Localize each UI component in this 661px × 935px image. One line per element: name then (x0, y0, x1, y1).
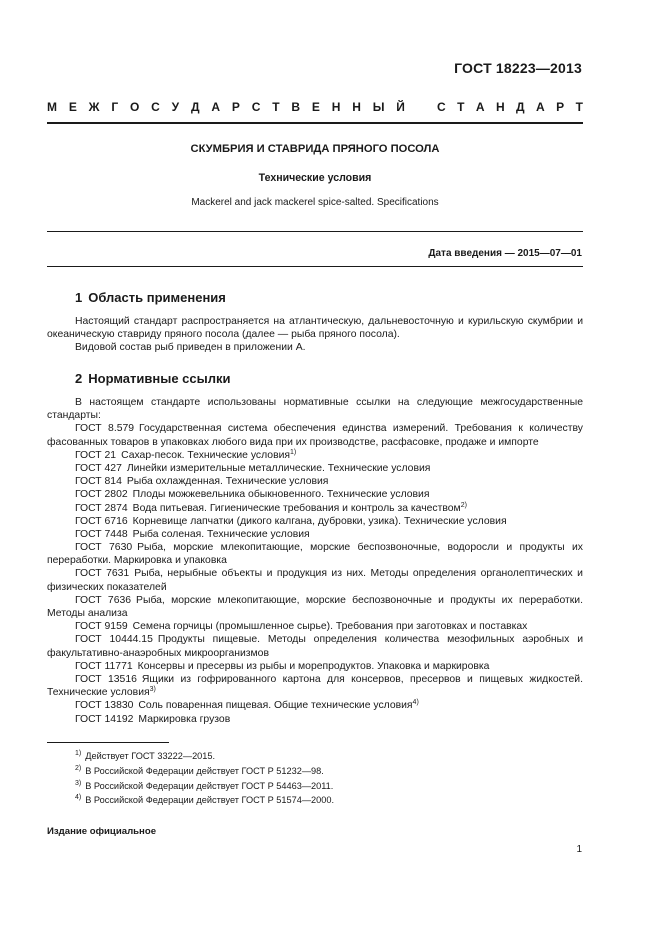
reference-title: Рыба соленая. Технические условия (132, 528, 310, 540)
reference-item (47, 502, 583, 515)
footnote-marker: 1) (290, 448, 297, 456)
category-letter: А (211, 100, 221, 114)
reference-code: ГОСТ 814 (75, 476, 122, 488)
section-1-body (47, 315, 583, 354)
category-letter: Т (272, 100, 280, 114)
reference-item (47, 462, 583, 475)
references-intro: В настоящем стандарте использованы нормативные ссылки на следующие межгосударственные стандарты: (47, 397, 583, 422)
reference-code: ГОСТ 2802 (75, 489, 128, 501)
category-letter: У (171, 100, 180, 114)
section-2-title: Нормативные ссылки (88, 371, 231, 386)
footnote-rule (47, 742, 169, 743)
reference-code: ГОСТ 427 (75, 462, 122, 474)
category-letter: Р (231, 100, 240, 114)
reference-item (47, 541, 583, 567)
category-letter: Т (575, 100, 583, 114)
category-letter: С (251, 100, 261, 114)
reference-title: Консервы и пресервы из рыбы и морепродуктов. Упаковка и маркировка (137, 660, 490, 672)
date-rule (47, 266, 583, 267)
reference-title: Рыба, нерыбные объекты и продукция из них. Методы определения органолептических и физических показателей (47, 568, 583, 593)
category-letter: Н (331, 100, 341, 114)
reference-code: ГОСТ 8.579 (75, 423, 135, 435)
category-letter: Р (556, 100, 565, 114)
reference-item (47, 449, 583, 462)
footnote-item (75, 764, 334, 779)
header-rule (47, 122, 583, 124)
category-letter: А (536, 100, 545, 114)
reference-item (47, 528, 583, 541)
reference-title: Линейки измерительные металлические. Технические условия (126, 462, 431, 474)
reference-code: ГОСТ 21 (75, 449, 117, 461)
reference-title: Рыба, морские млекопитающие, морские беспозвоночные и продукты их переработки. Методы анализа (47, 594, 583, 619)
category-word-interstate (47, 100, 405, 114)
category-letter: Й (396, 100, 405, 114)
reference-code: ГОСТ 9159 (75, 621, 128, 633)
reference-title: Рыба охлажденная. Технические условия (126, 476, 329, 488)
footnote-marker: 4) (412, 699, 419, 707)
reference-code: ГОСТ 13830 (75, 700, 134, 712)
reference-code: ГОСТ 7448 (75, 528, 128, 540)
category-letter: В (291, 100, 301, 114)
official-edition: Издание официальное (47, 826, 157, 837)
footnote-item (75, 793, 334, 808)
reference-title: Государственная система обеспечения единства измерений. Требования к количеству фасованных товаров в упаковках любого вида при их производстве, расфасовке, продаже и импорте (47, 423, 583, 448)
document-subtitle: Технические условия (258, 172, 372, 184)
section-2-number: 2 (75, 371, 83, 386)
category-letter: А (475, 100, 485, 114)
category-letter: Ы (372, 100, 385, 114)
footnote-mark: 2) (75, 764, 82, 772)
category-letter: С (437, 100, 446, 114)
reference-title: Вода питьевая. Гигиенические требования и контроль за качеством (132, 502, 461, 514)
reference-title: Продукты пищевые. Методы определения количества мезофильных аэробных и факультативно-анаэробных микроорганизмов (47, 634, 583, 659)
section-1-heading (75, 290, 226, 305)
reference-code: ГОСТ 7636 (75, 594, 132, 606)
footnote-mark: 3) (75, 779, 82, 787)
reference-title: Ящики из гофрированного картона для консервов, пресервов и пищевых жидкостей. Технические условия (47, 673, 583, 699)
category-letter: Ж (88, 100, 100, 114)
category-letter: Е (68, 100, 77, 114)
footnote-item (75, 779, 334, 794)
footnote-mark: 1) (75, 750, 82, 757)
reference-item (47, 633, 583, 659)
reference-item (47, 673, 583, 699)
gost-code: ГОСТ 18223—2013 (454, 60, 582, 76)
category-letter: Г (111, 100, 119, 114)
title-rule (47, 231, 583, 232)
footnotes (75, 749, 334, 808)
reference-code: ГОСТ 11771 (75, 660, 133, 672)
footnote-marker: 2) (460, 501, 467, 509)
reference-item (47, 488, 583, 501)
footnote-mark: 4) (75, 794, 82, 802)
category-letter: Д (516, 100, 525, 114)
reference-item (47, 422, 583, 448)
section-1-title: Область применения (88, 290, 226, 305)
reference-item (47, 475, 583, 488)
reference-title: Плоды можжевельника обыкновенного. Технические условия (132, 489, 430, 501)
footnote-marker: 3) (149, 686, 156, 694)
reference-title: Маркировка грузов (138, 713, 231, 725)
normative-references (47, 396, 583, 726)
reference-item (47, 594, 583, 620)
document-title: СКУМБРИЯ И СТАВРИДА ПРЯНОГО ПОСОЛА (190, 143, 440, 155)
footnote-item (75, 749, 334, 764)
category-letter: Д (190, 100, 200, 114)
category-letter: М (47, 100, 57, 114)
category-letter: Н (495, 100, 505, 114)
category-letter: Е (311, 100, 320, 114)
page-number: 1 (576, 844, 582, 855)
reference-code: ГОСТ 14192 (75, 713, 134, 725)
reference-code: ГОСТ 13516 (75, 673, 137, 685)
reference-code: ГОСТ 2874 (75, 502, 128, 514)
reference-item (47, 567, 583, 593)
category-letter: Н (352, 100, 361, 114)
category-letter: С (151, 100, 160, 114)
category-letter: О (130, 100, 140, 114)
reference-item (47, 699, 583, 712)
reference-item (47, 660, 583, 673)
section-1-paragraph: Настоящий стандарт распространяется на атлантическую, дальневосточную и курильскую скумбрии и океаническую ставриду пряного посола (далее — рыба пряного посола). (47, 316, 583, 340)
reference-title: Соль поваренная пищевая. Общие технические условия (138, 700, 413, 712)
section-1-paragraph: Видовой состав рыб приведен в приложении А. (75, 342, 306, 353)
standard-category (47, 100, 583, 114)
footnote-text: В Российской Федерации действует ГОСТ Р 51574—2000. (85, 795, 335, 806)
section-1-number: 1 (75, 290, 83, 305)
reference-title: Корневище лапчатки (дикого калгана, дубровки, узика). Технические условия (132, 515, 507, 527)
reference-item (47, 515, 583, 528)
english-title: Mackerel and jack mackerel spice-salted. Specifications (191, 197, 439, 208)
reference-code: ГОСТ 6716 (75, 515, 128, 527)
reference-title: Семена горчицы (промышленное сырье). Требования при заготовках и поставках (132, 621, 528, 633)
footnote-text: В Российской Федерации действует ГОСТ Р 54463—2011. (85, 780, 334, 791)
reference-title: Рыба, морские млекопитающие, морские беспозвоночные, водоросли и продукты их переработки. Маркировка и упаковка (47, 542, 583, 567)
reference-code: ГОСТ 7630 (75, 542, 133, 554)
reference-code: ГОСТ 10444.15 (75, 634, 153, 646)
footnote-text: Действует ГОСТ 33222—2015. (85, 751, 216, 761)
introduction-date: Дата введения — 2015—07—01 (428, 248, 582, 259)
reference-item (47, 620, 583, 633)
category-word-standard (437, 100, 583, 114)
reference-title: Сахар-песок. Технические условия (121, 449, 291, 461)
section-2-heading (75, 371, 230, 386)
reference-item (47, 713, 583, 726)
footnote-text: В Российской Федерации действует ГОСТ Р 51232—98. (85, 765, 324, 776)
reference-code: ГОСТ 7631 (75, 568, 130, 580)
category-letter: Т (457, 100, 465, 114)
